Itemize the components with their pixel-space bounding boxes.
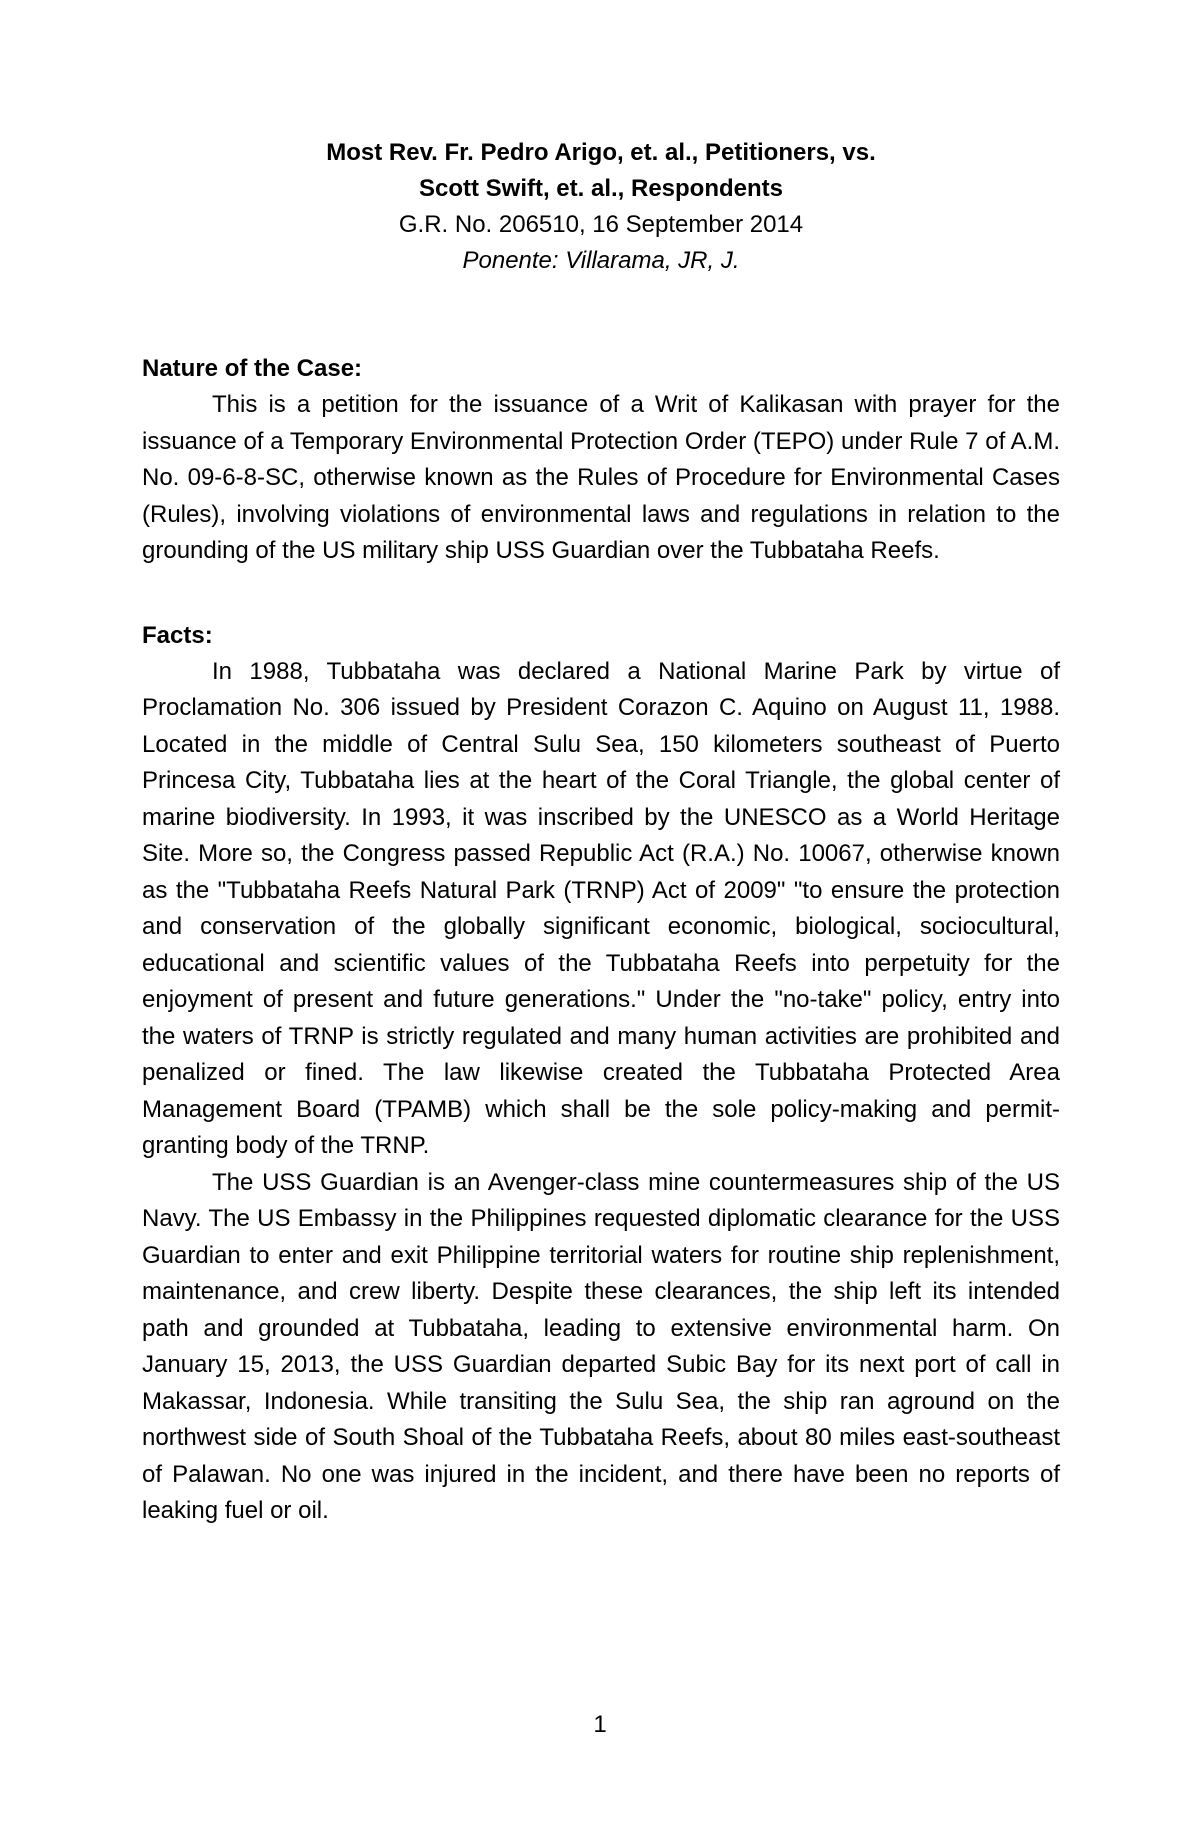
- nature-of-case-heading: Nature of the Case:: [142, 355, 363, 382]
- facts-paragraph-1: In 1988, Tubbataha was declared a National Marine Park by virtue of Proclamation No. 306 issued by President Corazon C. Aquino on August 11, 1988. Located in the middle of Central Sulu Sea, 150 kilometers southeast of Puerto Princesa City, Tubbataha lies at the heart of the Coral Triangle, the global center of marine biodiversity. In 1993, it was inscribed by the UNESCO as a World Heritage Site. More so, the Congress passed Republic Act (R.A.) No. 10067, otherwise known as the "Tubbataha Reefs Natural Park (TRNP) Act of 2009" "to ensure the protection and conservation of the globally significant economic, biological, sociocultural, educational and scientific values of the Tubbataha Reefs into perpetuity for the enjoyment of present and future generations." Under the "no-take" policy, entry into the waters of TRNP is strictly regulated and many human activities are prohibited and penalized or fined. The law likewise created the Tubbataha Protected Area Management Board (TPAMB) which shall be the sole policy-making and permit-granting body of the TRNP.: [142, 657, 1060, 1159]
- case-number: G.R. No. 206510, 16 September 2014: [398, 211, 804, 238]
- document-content: [142, 135, 1060, 1530]
- case-title-block: [142, 135, 1060, 279]
- case-title-parties-petitioners: Most Rev. Fr. Pedro Arigo, et. al., Petitioners, vs.: [326, 139, 876, 166]
- page-number: 1: [593, 1711, 607, 1738]
- facts-paragraph-2: The USS Guardian is an Avenger-class mine countermeasures ship of the US Navy. The US Embassy in the Philippines requested diplomatic clearance for the USS Guardian to enter and exit Philippine territorial waters for routine ship replenishment, maintenance, and crew liberty. Despite these clearances, the ship left its intended path and grounded at Tubbataha, leading to extensive environmental harm. On January 15, 2013, the USS Guardian departed Subic Bay for its next port of call in Makassar, Indonesia. While transiting the Sulu Sea, the ship ran aground on the northwest side of South Shoal of the Tubbataha Reefs, about 80 miles east-southeast of Palawan. No one was injured in the incident, and there have been no reports of leaking fuel or oil.: [142, 1168, 1060, 1524]
- case-title-parties-respondents: Scott Swift, et. al., Respondents: [418, 175, 784, 202]
- ponente: Ponente: Villarama, JR, J.: [462, 247, 740, 274]
- nature-of-case-paragraph: This is a petition for the issuance of a Writ of Kalikasan with prayer for the issuance of a Temporary Environmental Protection Order (TEPO) under Rule 7 of A.M. No. 09-6-8-SC, otherwise known as the Rules of Procedure for Environmental Cases (Rules), involving violations of environmental laws and regulations in relation to the grounding of the US military ship USS Guardian over the Tubbataha Reefs.: [142, 391, 1060, 564]
- facts-heading: Facts:: [142, 621, 213, 649]
